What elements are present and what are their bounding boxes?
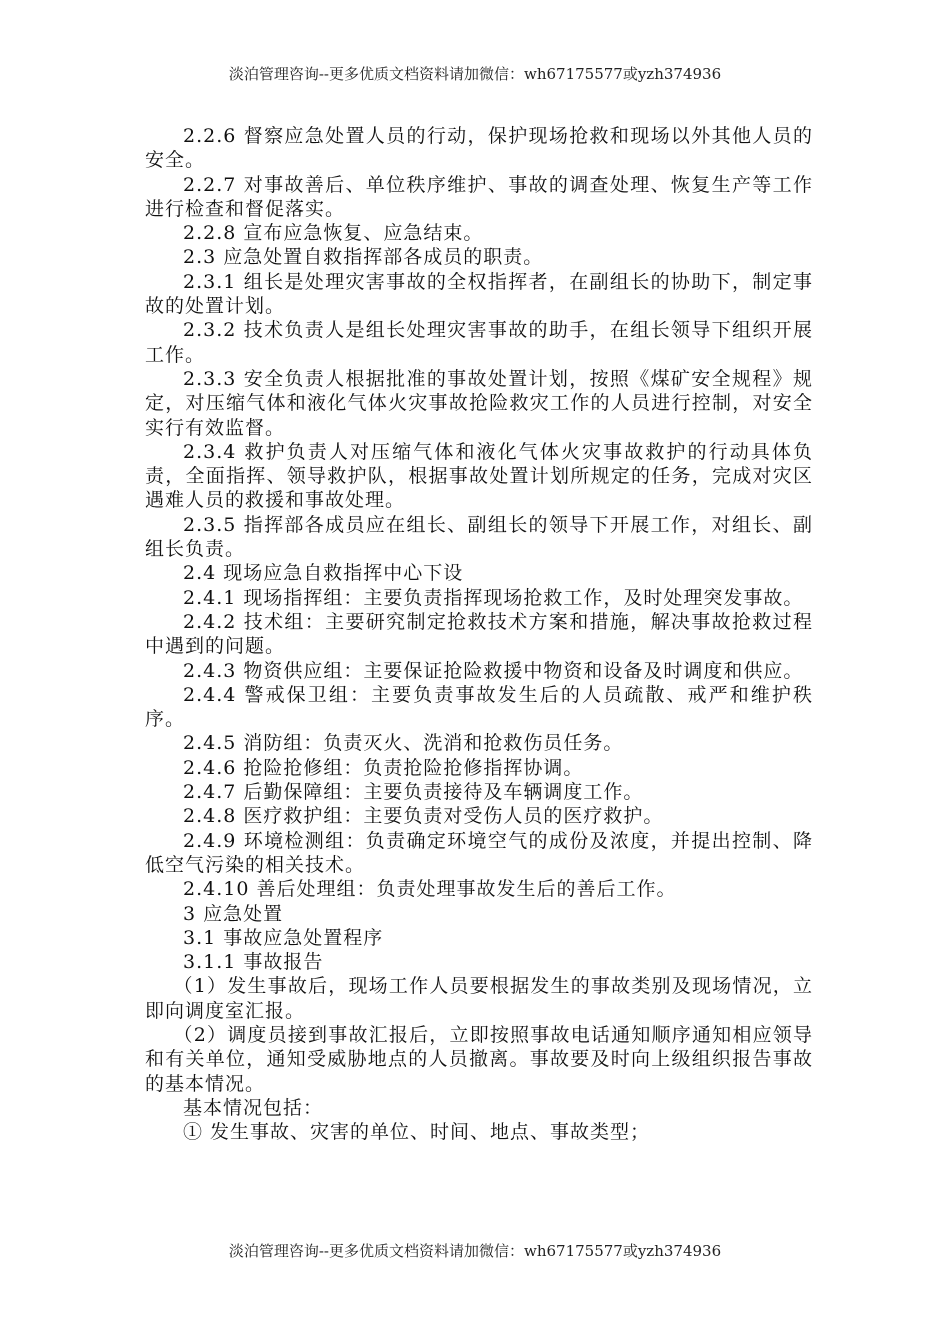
page-header: 淡泊管理咨询--更多优质文档资料请加微信：wh67175577或yzh374936 — [228, 65, 722, 83]
paragraph-2-4-8: 2.4.8 医疗救护组：主要负责对受伤人员的医疗救护。 — [183, 805, 664, 828]
heading-2-4: 2.4 现场应急自救指挥中心下设 — [183, 562, 464, 585]
page-footer: 淡泊管理咨询--更多优质文档资料请加微信：wh67175577或yzh374936 — [228, 1242, 722, 1260]
paragraph-2-4-4: 2.4.4 警戒保卫组：主要负责事故发生后的人员疏散、戒严和维护秩序。 — [145, 683, 813, 731]
paragraph-item-1: （1）发生事故后，现场工作人员要根据发生的事故类别及现场情况，立即向调度室汇报。 — [145, 975, 813, 1022]
paragraph-2-4-6: 2.4.6 抢险抢修组：负责抢险抢修指挥协调。 — [183, 756, 584, 779]
paragraph-basic-info-1: ① 发生事故、灾害的单位、时间、地点、事故类型； — [183, 1121, 651, 1144]
paragraph-basic-info: 基本情况包括： — [183, 1096, 324, 1119]
paragraph-2-3-4: 2.3.4 救护负责人对压缩气体和液化气体火灾事故救护的行动具体负责，全面指挥、领导救护队，根据事故处置计划所规定的任务，完成对灾区遇难人员的救援和事故处理。 — [145, 440, 813, 512]
paragraph-item-2: （2）调度员接到事故汇报后，立即按照事故电话通知顺序通知相应领导和有关单位，通知受威胁地点的人员撤离。事故要及时向上级组织报告事故的基本情况。 — [145, 1023, 813, 1095]
paragraph-2-4-5: 2.4.5 消防组：负责灭火、洗消和抢救伤员任务。 — [183, 732, 624, 755]
paragraph-2-4-9: 2.4.9 环境检测组：负责确定环境空气的成份及浓度，并提出控制、降低空气污染的相关技术。 — [145, 829, 813, 876]
paragraph-2-3-1: 2.3.1 组长是处理灾害事故的全权指挥者，在副组长的协助下，制定事故的处置计划。 — [145, 270, 813, 318]
paragraph-2-4-1: 2.4.1 现场指挥组：主要负责指挥现场抢救工作，及时处理突发事故。 — [183, 586, 804, 609]
document-body — [145, 124, 813, 1144]
paragraph-2-2-6: 2.2.6 督察应急处置人员的行动，保护现场抢救和现场以外其他人员的安全。 — [145, 125, 813, 172]
heading-3-1-1: 3.1.1 事故报告 — [183, 951, 324, 974]
paragraph-2-3-3: 2.3.3 安全负责人根据批准的事故处置计划，按照《煤矿安全规程》规定，对压缩气体和液化气体火灾事故抢险救灾工作的人员进行控制，对安全实行有效监督。 — [145, 367, 813, 439]
paragraph-2-3-5: 2.3.5 指挥部各成员应在组长、副组长的领导下开展工作，对组长、副组长负责。 — [145, 513, 813, 561]
paragraph-2-4-10: 2.4.10 善后处理组：负责处理事故发生后的善后工作。 — [183, 878, 677, 901]
paragraph-2-4-7: 2.4.7 后勤保障组：主要负责接待及车辆调度工作。 — [183, 781, 644, 804]
paragraph-2-4-2: 2.4.2 技术组：主要研究制定抢救技术方案和措施，解决事故抢救过程中遇到的问题。 — [145, 610, 813, 658]
heading-3: 3 应急处置 — [183, 902, 284, 925]
heading-3-1: 3.1 事故应急处置程序 — [183, 926, 384, 949]
paragraph-2-4-3: 2.4.3 物资供应组：主要保证抢险救援中物资和设备及时调度和供应。 — [183, 659, 804, 682]
heading-2-3: 2.3 应急处置自救指挥部各成员的职责。 — [183, 246, 544, 269]
paragraph-2-2-8: 2.2.8 宣布应急恢复、应急结束。 — [183, 222, 484, 245]
paragraph-2-2-7: 2.2.7 对事故善后、单位秩序维护、事故的调查处理、恢复生产等工作进行检查和督促落实。 — [145, 173, 813, 220]
paragraph-2-3-2: 2.3.2 技术负责人是组长处理灾害事故的助手，在组长领导下组织开展工作。 — [145, 319, 813, 366]
